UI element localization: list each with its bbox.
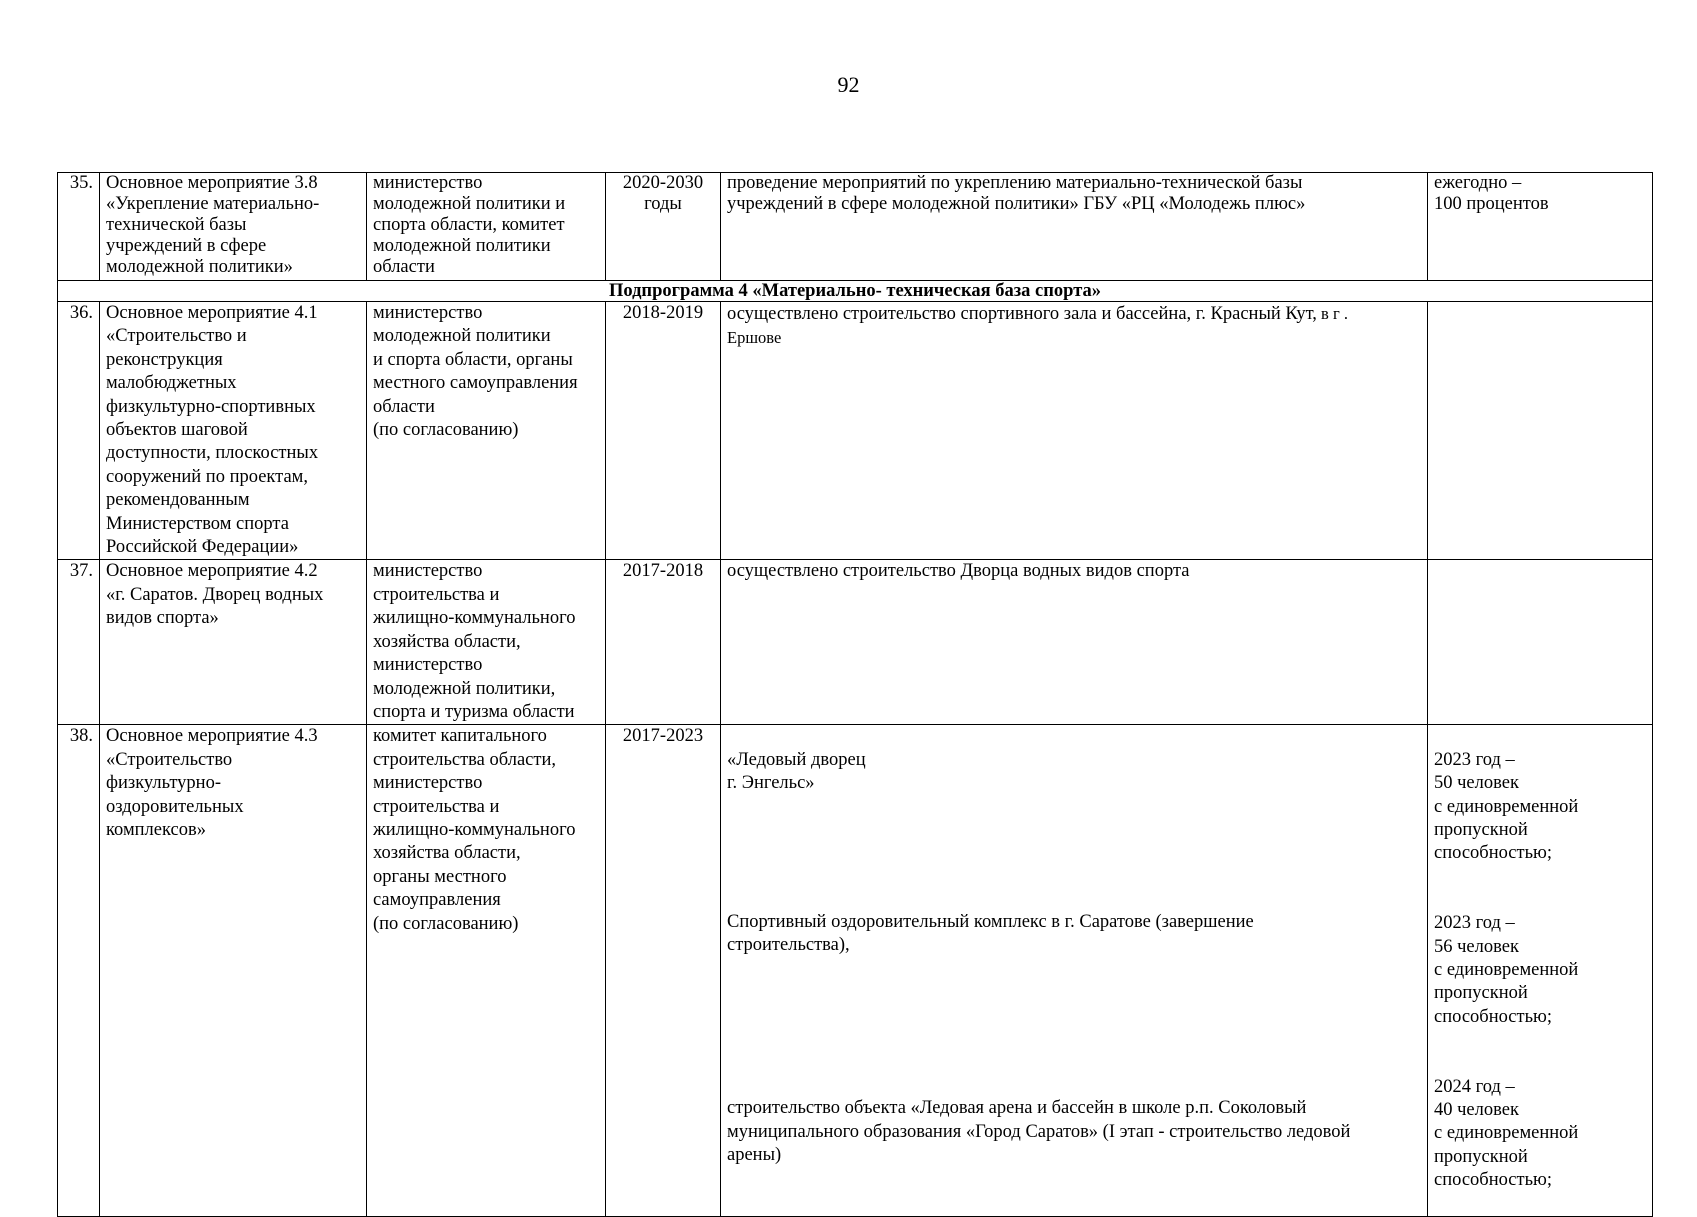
subprogram-title: Подпрограмма 4 «Материально- техническая база спорта» bbox=[58, 281, 1653, 302]
table-row-35 bbox=[58, 173, 1653, 281]
event-cell: Основное мероприятие 4.1 «Строительство и реконструкция малобюджетных физкультурно-спортивных объектов шаговой доступности, плоскостных сооружений по проектам, рекомендованным Министерством спорта Российской Федерации» bbox=[100, 302, 367, 560]
indicator-item-1: 2023 год – 50 человек с единовременной пропускной способностью; bbox=[1434, 749, 1579, 864]
indicator-cell: ежегодно – 100 процентов bbox=[1428, 173, 1653, 281]
result-text-tail: в г . Ершове bbox=[727, 304, 1348, 348]
measures-table bbox=[57, 172, 1653, 1217]
event-cell: Основное мероприятие 4.2 «г. Саратов. Дворец водных видов спорта» bbox=[100, 560, 367, 725]
executor-cell: министерство молодежной политики и спорта области, комитет молодежной политики области bbox=[367, 173, 606, 281]
period-cell: 2020-2030 годы bbox=[606, 173, 721, 281]
row-number: 38. bbox=[58, 725, 100, 1217]
period-cell: 2018-2019 bbox=[606, 302, 721, 560]
result-text: осуществлено строительство спортивного зала и бассейна, г. Красный Кут, bbox=[727, 304, 1317, 324]
indicator-cell bbox=[1428, 302, 1653, 560]
executor-cell: министерство строительства и жилищно-коммунального хозяйства области, министерство молодежной политики, спорта и туризма области bbox=[367, 560, 606, 725]
indicator-item-3: 2024 год – 40 человек с единовременной пропускной способностью; bbox=[1434, 1076, 1579, 1191]
table-row-38 bbox=[58, 725, 1653, 1217]
event-cell: Основное мероприятие 3.8 «Укрепление материально- технической базы учреждений в сфере молодежной политики» bbox=[100, 173, 367, 281]
period-cell: 2017-2023 bbox=[606, 725, 721, 1217]
event-cell: Основное мероприятие 4.3 «Строительство физкультурно- оздоровительных комплексов» bbox=[100, 725, 367, 1217]
indicator-cell bbox=[1428, 725, 1653, 1217]
result-item-1: «Ледовый дворец г. Энгельс» bbox=[727, 749, 866, 794]
page-number: 92 bbox=[837, 72, 860, 97]
indicator-item-2: 2023 год – 56 человек с единовременной пропускной способностью; bbox=[1434, 913, 1579, 1027]
result-cell: осуществлено строительство Дворца водных видов спорта bbox=[721, 560, 1428, 725]
indicator-cell bbox=[1428, 560, 1653, 725]
result-cell bbox=[721, 302, 1428, 560]
executor-cell: министерство молодежной политики и спорта области, органы местного самоуправления области (по согласованию) bbox=[367, 302, 606, 560]
row-number: 36. bbox=[58, 302, 100, 560]
executor-cell: комитет капитального строительства области, министерство строительства и жилищно-коммунального хозяйства области, органы местного самоуправления (по согласованию) bbox=[367, 725, 606, 1217]
table-row-36 bbox=[58, 302, 1653, 560]
result-cell bbox=[721, 725, 1428, 1217]
result-cell: проведение мероприятий по укреплению материально-технической базы учреждений в сфере молодежной политики» ГБУ «РЦ «Молодежь плюс» bbox=[721, 173, 1428, 281]
result-item-3: строительство объекта «Ледовая арена и бассейн в школе р.п. Соколовый муниципального образования «Город Саратов» (I этап - строительство ледовой арены) bbox=[727, 1098, 1351, 1165]
period-cell: 2017-2018 bbox=[606, 560, 721, 725]
row-number: 37. bbox=[58, 560, 100, 725]
row-number: 35. bbox=[58, 173, 100, 281]
table-row-37 bbox=[58, 560, 1653, 725]
subprogram-row bbox=[58, 281, 1653, 302]
result-item-2: Спортивный оздоровительный комплекс в г. Саратове (завершение строительства), bbox=[727, 911, 1254, 956]
